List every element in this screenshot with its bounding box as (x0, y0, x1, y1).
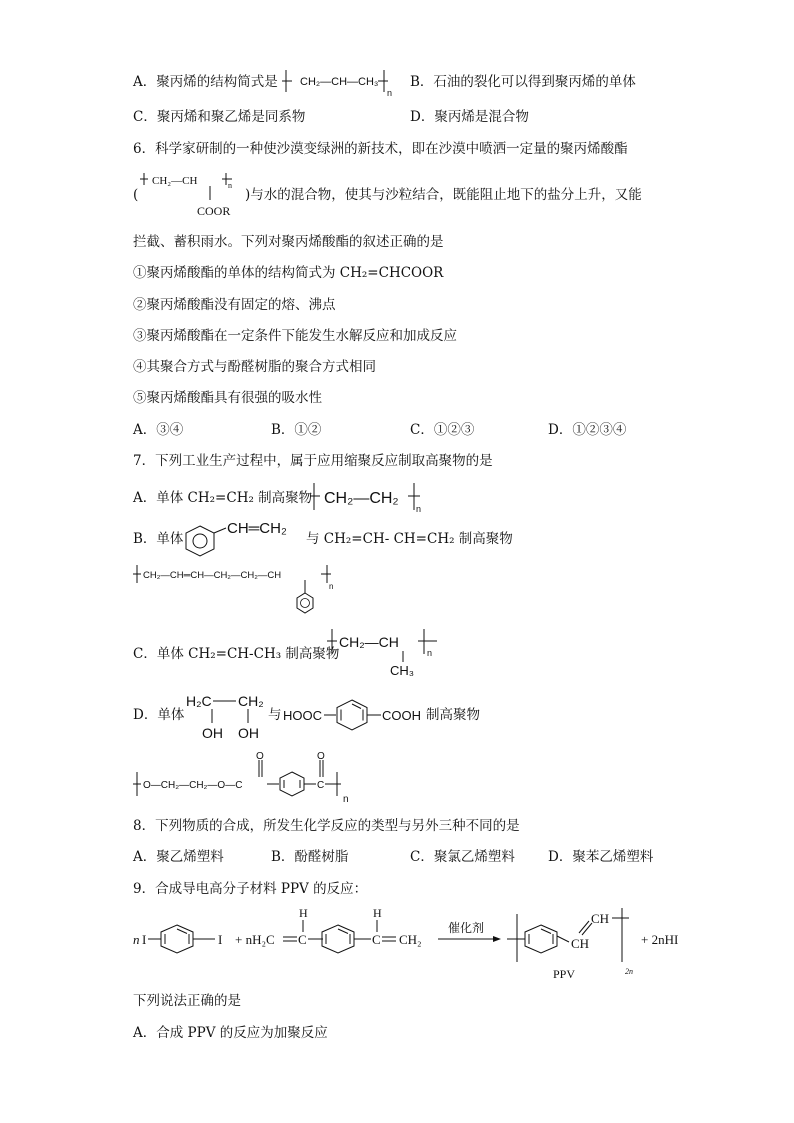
q5-option-d: D．聚丙烯是混合物 (410, 109, 529, 125)
q6-stem: 6．科学家研制的一种使沙漠变绿洲的新技术，即在沙漠中喷洒一定量的聚丙烯酸酯 (133, 141, 628, 157)
q6-item-1: ①聚丙烯酸酯的单体的结构简式为 CH₂=CHCOOR (133, 265, 444, 281)
q7-d-ch2: CH₂ (238, 693, 264, 709)
q7-option-b-pre: B．单体 (133, 531, 184, 547)
q7-option-a: A．单体 CH₂=CH₂ 制高聚物 (133, 490, 313, 506)
q7-b-styrene (184, 520, 308, 560)
q8-option-d: D．聚苯乙烯塑料 (548, 849, 654, 865)
q6-option-c: C．①②③ (410, 422, 475, 438)
q7-option-d-mid: 与 (268, 707, 282, 723)
q9-ppv-reaction (133, 906, 703, 982)
q9-h-left: H (299, 906, 308, 920)
q5-option-a: A．聚丙烯的结构简式是 (133, 74, 278, 90)
q9-iodo-right: I (218, 932, 223, 947)
q7-a-polymer (310, 480, 430, 516)
q6-paren-open: ( (133, 187, 139, 203)
q9-sub-2n: 2n (625, 967, 633, 976)
q5-formula-n: n (387, 88, 393, 98)
q7-d-polymer-n: n (343, 794, 349, 805)
q7-d-hooc: HOOC (283, 708, 322, 723)
q9-vinyl-ch2: CH₂ (399, 932, 422, 947)
q6-item-2: ②聚丙烯酸酯没有固定的熔、沸点 (133, 297, 336, 313)
q7-stem: 7．下列工业生产过程中，属于应用缩聚反应制取高聚物的是 (133, 453, 493, 469)
q9-plus-vinyl: + nH₂C (235, 932, 275, 947)
q9-iodo-left: I (142, 932, 147, 947)
q7-b-polymer-n: n (329, 582, 334, 591)
q7-b-styrene-text: CH═CH₂ (227, 520, 287, 537)
q7-b-polymer (133, 562, 343, 616)
q9-plus-hi: + 2nHI (641, 932, 679, 947)
q7-c-polymer-n: n (427, 648, 433, 658)
q8-option-c: C．聚氯乙烯塑料 (410, 849, 515, 865)
q8-stem: 8．下列物质的合成，所发生化学反应的类型与另外三种不同的是 (133, 818, 520, 834)
q7-b-polymer-text: CH₂—CH═CH—CH₂—CH₂—CH (143, 570, 282, 581)
q5-polypropylene-formula (282, 66, 402, 98)
q7-option-c: C．单体 CH₂=CH-CH₃ 制高聚物 (133, 646, 340, 662)
q7-d-h2c: H₂C (186, 693, 212, 709)
q9-c-left: C (298, 932, 307, 947)
q7-d-oh-2: OH (238, 725, 259, 741)
q9-catalyst: 催化剂 (448, 921, 485, 935)
q6-stem-3: 拦截、蓄积雨水。下列对聚丙烯酸酯的叙述正确的是 (133, 234, 444, 250)
q9-ppv-ch-upper: CH (591, 911, 610, 926)
q6-polyacrylate-formula (140, 170, 250, 220)
q7-d-cooh: COOH (382, 708, 421, 723)
q9-stem: 9．合成导电高分子材料 PPV 的反应： (133, 881, 368, 897)
q7-c-polymer (327, 626, 447, 680)
q5-option-b: B．石油的裂化可以得到聚丙烯的单体 (410, 74, 636, 90)
q8-option-b: B．酚醛树脂 (271, 849, 349, 865)
q9-h-right: H (373, 906, 382, 920)
q7-c-polymer-top: CH₂—CH (339, 634, 399, 650)
q6-stem-2: )与水的混合物，使其与沙粒结合，既能阻止地下的盐分上升，又能 (245, 187, 642, 203)
q6-item-4: ④其聚合方式与酚醛树脂的聚合方式相同 (133, 359, 376, 375)
q6-option-a: A．③④ (133, 422, 184, 438)
q6-formula-n: n (228, 181, 232, 190)
q6-formula-top: CH₂—CH (152, 175, 198, 187)
q7-c-polymer-sub: CH₃ (390, 663, 415, 678)
q7-option-d-post: 制高聚物 (426, 707, 480, 723)
q9-coef-n: n (133, 932, 140, 947)
q8-option-a: A．聚乙烯塑料 (133, 849, 224, 865)
q7-d-polymer-c: C (317, 780, 325, 791)
q7-d-polymer-o-2: O (317, 751, 325, 762)
q7-d-oh-1: OH (202, 725, 223, 741)
q7-option-b-post: 与 CH₂=CH- CH=CH₂ 制高聚物 (306, 531, 513, 547)
q7-a-polymer-text: CH₂—CH₂ (324, 490, 399, 507)
q9-ppv-ch-lower: CH (571, 936, 590, 951)
q9-ask: 下列说法正确的是 (133, 993, 241, 1009)
q7-a-n: n (416, 504, 422, 514)
q7-d-polymer (133, 750, 363, 806)
q6-item-3: ③聚丙烯酸酯在一定条件下能发生水解反应和加成反应 (133, 328, 457, 344)
q6-option-d: D．①②③④ (548, 422, 627, 438)
q6-item-5: ⑤聚丙烯酸酯具有很强的吸水性 (133, 390, 322, 406)
q9-option-a: A．合成 PPV 的反应为加聚反应 (133, 1025, 328, 1041)
q7-option-d-pre: D．单体 (133, 707, 185, 723)
q7-d-polymer-o-1: O (256, 751, 264, 762)
q6-option-b: B．①② (271, 422, 322, 438)
q6-formula-bottom: COOR (197, 204, 231, 218)
q7-d-polymer-left: O—CH₂—CH₂—O—C (143, 780, 243, 791)
q5-option-c: C．聚丙烯和聚乙烯是同系物 (133, 109, 306, 125)
q9-ppv-label: PPV (553, 967, 576, 981)
q5-formula-text: CH₂—CH—CH₃ (300, 76, 379, 88)
q9-c-right: C (372, 932, 381, 947)
